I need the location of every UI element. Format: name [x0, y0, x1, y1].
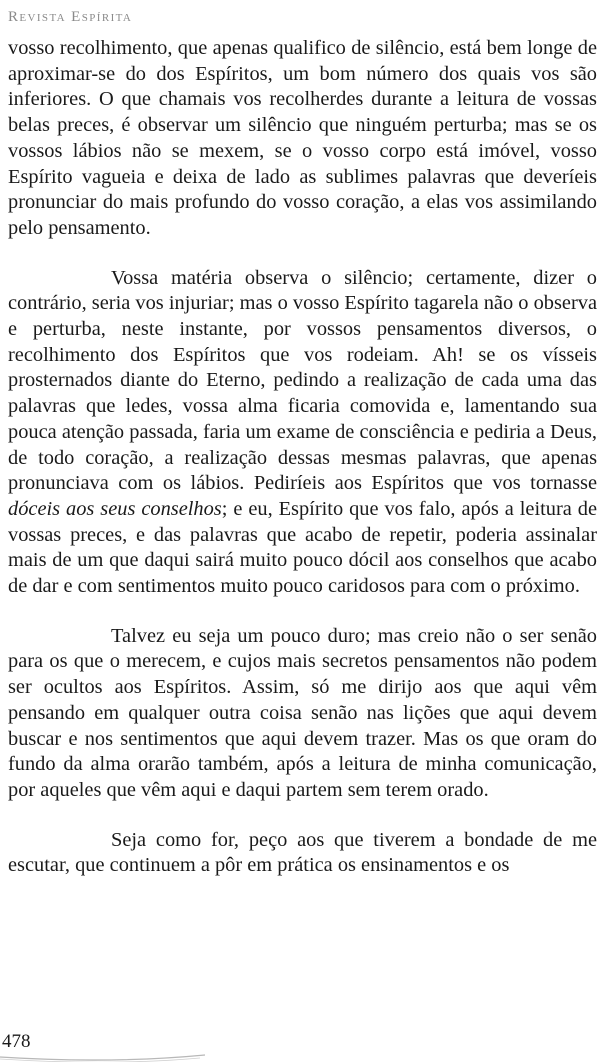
paragraph-2: [8, 266, 597, 600]
paragraph-2-emphasis: dóceis aos seus conselhos: [8, 497, 222, 520]
body-text: [8, 36, 597, 903]
paragraph-4: [8, 828, 597, 879]
paragraph-2-text-end: ; e eu, Espírito que vos falo, após a leitura de vossas preces, e das palavras que acabo de repetir, poderia assinalar mais de um que daqui sairá muito pouco dócil aos conselhos que acabo de dar e com sentimentos muito pouco caridosos para com o próximo.: [8, 497, 598, 598]
page-footer: [0, 1028, 607, 1062]
paragraph-1: [8, 36, 597, 242]
footer-swoosh-ornament: [0, 1028, 260, 1062]
paragraph-3-text: Talvez eu seja um pouco duro; mas creio não o ser senão para os que o merecem, e cujos mais secretos pensamentos não podem ser ocultos aos Espíritos. Assim, só me dirijo aos que aqui vêm pensando em qualquer outra coisa senão nas lições que aqui devem buscar e nos sentimentos que aqui devem trazer. Mas os que oram do fundo da alma orarão também, após a leitura de minha comunicação, por aqueles que vêm aqui e daqui partem sem terem orado.: [8, 624, 597, 801]
page-number: 478: [2, 1031, 31, 1052]
paragraph-3: [8, 624, 597, 804]
running-header: Revista Espírita: [8, 9, 133, 25]
paragraph-4-text: Seja como for, peço aos que tiverem a bondade de me escutar, que continuem a pôr em prática os ensinamentos e os: [8, 828, 597, 877]
paragraph-2-text: Vossa matéria observa o silêncio; certamente, dizer o contrário, seria vos injuriar; mas o vosso Espírito tagarela não o observa e perturba, neste instante, por vossos pensamentos diversos, o recolhimento dos Espíritos que vos rodeiam. Ah! se os vísseis prosternados diante do Eterno, pedindo a realização de cada uma das palavras que ledes, vossa alma ficaria comovida e, lamentando sua pouca atenção passada, faria um exame de consciência e pediria a Deus, de todo coração, a realização dessas mesmas palavras, que apenas pronunciava com os lábios. Pediríeis aos Espíritos que vos tornasse: [8, 266, 597, 495]
paragraph-1-text: vosso recolhimento, que apenas qualifico de silêncio, está bem longe de aproximar-se do dos Espíritos, um bom número dos quais vos são inferiores. O que chamais vos recolherdes durante a leitura de vossas belas preces, é observar um silêncio que ninguém perturba; mas se os vossos lábios não se mexem, se o vosso corpo está imóvel, vosso Espírito vagueia e deixa de lado as sublimes palavras que deveríeis pronunciar do mais profundo do vosso coração, a elas vos assimilando pelo pensamento.: [8, 37, 597, 239]
